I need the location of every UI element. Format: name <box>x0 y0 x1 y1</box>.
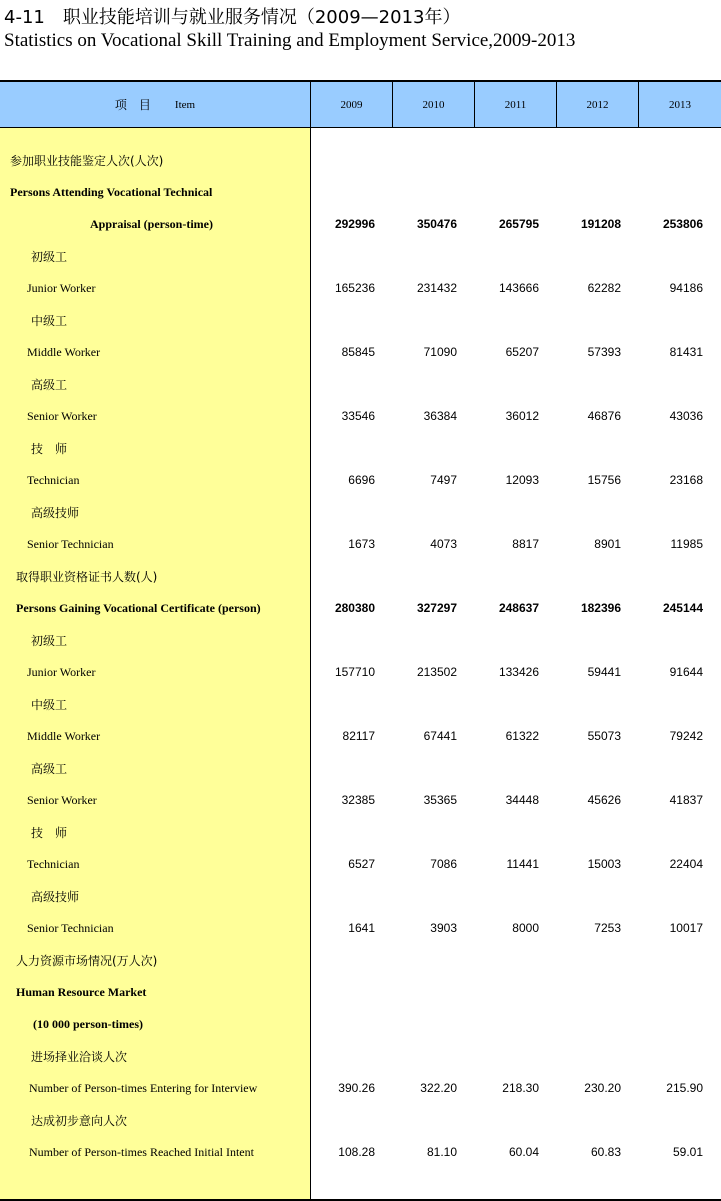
table-row <box>0 976 721 1008</box>
row-value-2012: 230.20 <box>584 1081 621 1095</box>
table-row <box>0 464 721 496</box>
row-value-2013: 23168 <box>669 473 703 487</box>
row-label: Junior Worker <box>27 280 96 295</box>
row-label: Human Resource Market <box>16 984 147 999</box>
row-value-2013: 41837 <box>669 793 703 807</box>
header-year-2009: 2009 <box>340 98 363 111</box>
row-label: 中级工 <box>31 313 68 328</box>
row-value-2009: 280380 <box>334 601 375 615</box>
header-item-cell <box>0 82 310 127</box>
row-value-2012: 46876 <box>587 409 621 423</box>
row-value-2012: 7253 <box>594 921 621 935</box>
row-value-2012: 15756 <box>587 473 621 487</box>
header-divider <box>474 82 475 128</box>
row-label: Senior Technician <box>27 920 114 935</box>
row-value-2011: 65207 <box>505 345 539 359</box>
row-value-2013: 253806 <box>662 217 703 231</box>
table-row <box>0 496 721 528</box>
table-row <box>0 336 721 368</box>
row-value-2010: 81.10 <box>426 1145 457 1159</box>
row-label: 进场择业洽谈人次 <box>31 1049 128 1064</box>
table-row <box>0 624 721 656</box>
row-label: Number of Person-times Reached Initial Intent <box>29 1144 254 1159</box>
row-label: 取得职业资格证书人数(人) <box>16 569 158 584</box>
row-value-2012: 191208 <box>580 217 621 231</box>
table-row <box>0 304 721 336</box>
row-value-2009: 6696 <box>348 473 375 487</box>
row-value-2011: 218.30 <box>502 1081 539 1095</box>
table-header <box>0 82 721 128</box>
row-label: Appraisal (person-time) <box>90 216 213 231</box>
row-value-2010: 71090 <box>423 345 457 359</box>
row-label: Technician <box>27 472 80 487</box>
table-row <box>0 272 721 304</box>
row-label: (10 000 person-times) <box>33 1016 143 1031</box>
row-value-2010: 322.20 <box>420 1081 457 1095</box>
header-year-2011: 2011 <box>504 98 527 111</box>
table-row <box>0 848 721 880</box>
row-value-2010: 213502 <box>416 665 457 679</box>
row-value-2011: 34448 <box>505 793 539 807</box>
row-value-2010: 35365 <box>423 793 457 807</box>
row-label: 人力资源市场情况(万人次) <box>16 953 158 968</box>
row-label: 高级技师 <box>31 889 80 904</box>
row-value-2011: 61322 <box>505 729 539 743</box>
table-row <box>0 368 721 400</box>
header-year-2012: 2012 <box>586 98 609 111</box>
page-title-english: Statistics on Vocational Skill Training and Employment Service,2009-2013 <box>4 30 576 51</box>
table-row <box>0 592 721 624</box>
row-label: 高级技师 <box>31 505 80 520</box>
row-value-2011: 60.04 <box>508 1145 539 1159</box>
row-value-2012: 60.83 <box>590 1145 621 1159</box>
row-label: Senior Worker <box>27 792 97 807</box>
row-value-2012: 55073 <box>587 729 621 743</box>
row-value-2012: 8901 <box>594 537 621 551</box>
row-value-2010: 231432 <box>416 281 457 295</box>
header-divider <box>638 82 639 128</box>
row-value-2009: 1641 <box>348 921 375 935</box>
row-value-2010: 3903 <box>430 921 457 935</box>
row-value-2010: 36384 <box>423 409 457 423</box>
table-row <box>0 752 721 784</box>
table-row <box>0 688 721 720</box>
row-value-2010: 67441 <box>423 729 457 743</box>
table-row <box>0 144 721 176</box>
row-value-2009: 82117 <box>342 729 375 743</box>
table-row <box>0 1040 721 1072</box>
row-value-2009: 33546 <box>341 409 375 423</box>
table-row <box>0 816 721 848</box>
row-label: 技 师 <box>31 441 68 456</box>
table-row <box>0 1104 721 1136</box>
header-item-cn: 项 目 <box>114 98 151 112</box>
row-label: 初级工 <box>31 633 68 648</box>
row-value-2011: 36012 <box>505 409 539 423</box>
header-item-en: Item <box>174 98 196 111</box>
row-value-2012: 57393 <box>587 345 621 359</box>
header-divider <box>310 82 311 128</box>
table-row <box>0 784 721 816</box>
row-value-2013: 43036 <box>669 409 703 423</box>
row-label: Persons Gaining Vocational Certificate (person) <box>16 600 261 615</box>
row-value-2012: 182396 <box>580 601 621 615</box>
row-value-2013: 94186 <box>669 281 703 295</box>
row-value-2009: 292996 <box>334 217 375 231</box>
row-value-2011: 265795 <box>498 217 539 231</box>
row-label: 高级工 <box>31 761 68 776</box>
row-label: Number of Person-times Entering for Interview <box>29 1080 258 1095</box>
table-row <box>0 1136 721 1168</box>
table-row <box>0 1072 721 1104</box>
row-value-2011: 12093 <box>505 473 539 487</box>
row-label: Technician <box>27 856 80 871</box>
row-value-2013: 11985 <box>670 537 703 551</box>
row-value-2013: 59.01 <box>672 1145 703 1159</box>
row-value-2012: 59441 <box>587 665 621 679</box>
row-value-2009: 157710 <box>334 665 375 679</box>
table-row <box>0 560 721 592</box>
row-value-2010: 7497 <box>430 473 457 487</box>
table-row <box>0 720 721 752</box>
row-value-2009: 32385 <box>341 793 375 807</box>
row-value-2011: 8000 <box>512 921 539 935</box>
row-value-2011: 143666 <box>498 281 539 295</box>
row-value-2013: 22404 <box>669 857 703 871</box>
row-value-2009: 165236 <box>334 281 375 295</box>
row-label: Persons Attending Vocational Technical <box>10 184 213 199</box>
row-value-2013: 10017 <box>669 921 703 935</box>
header-divider <box>392 82 393 128</box>
row-value-2009: 1673 <box>348 537 375 551</box>
header-divider <box>556 82 557 128</box>
row-value-2009: 390.26 <box>338 1081 375 1095</box>
row-value-2010: 350476 <box>416 217 457 231</box>
row-value-2012: 15003 <box>587 857 621 871</box>
row-label: 中级工 <box>31 697 68 712</box>
table-row <box>0 656 721 688</box>
table-row <box>0 176 721 208</box>
row-label: 高级工 <box>31 377 68 392</box>
table-row <box>0 944 721 976</box>
row-label: 参加职业技能鉴定人次(人次) <box>10 153 164 168</box>
table-row <box>0 912 721 944</box>
row-label: 技 师 <box>31 825 68 840</box>
row-label: Middle Worker <box>27 728 101 743</box>
row-value-2011: 8817 <box>512 537 539 551</box>
row-value-2013: 245144 <box>662 601 703 615</box>
table-row <box>0 208 721 240</box>
row-value-2013: 79242 <box>669 729 703 743</box>
row-value-2009: 85845 <box>341 345 375 359</box>
row-value-2011: 248637 <box>498 601 539 615</box>
row-value-2013: 91644 <box>669 665 703 679</box>
table-row <box>0 432 721 464</box>
row-value-2011: 11441 <box>506 857 539 871</box>
row-value-2010: 327297 <box>416 601 457 615</box>
row-value-2011: 133426 <box>498 665 539 679</box>
row-label: Junior Worker <box>27 664 96 679</box>
row-value-2009: 108.28 <box>338 1145 375 1159</box>
table-row <box>0 240 721 272</box>
row-value-2013: 81431 <box>669 345 703 359</box>
row-label: Senior Worker <box>27 408 97 423</box>
row-value-2010: 4073 <box>430 537 457 551</box>
row-value-2009: 6527 <box>348 857 375 871</box>
row-value-2012: 62282 <box>587 281 621 295</box>
table-row <box>0 528 721 560</box>
row-label: Middle Worker <box>27 344 101 359</box>
header-year-2013: 2013 <box>669 98 691 111</box>
row-value-2013: 215.90 <box>666 1081 703 1095</box>
header-year-2010: 2010 <box>422 98 445 111</box>
row-value-2010: 7086 <box>430 857 457 871</box>
row-label: Senior Technician <box>27 536 114 551</box>
row-value-2012: 45626 <box>587 793 621 807</box>
page-title-chinese: 4-11 职业技能培训与就业服务情况（2009—2013年） <box>4 7 461 28</box>
row-label: 初级工 <box>31 249 68 264</box>
row-label: 达成初步意向人次 <box>31 1113 128 1128</box>
table-row <box>0 880 721 912</box>
table-row <box>0 400 721 432</box>
table-row <box>0 1008 721 1040</box>
